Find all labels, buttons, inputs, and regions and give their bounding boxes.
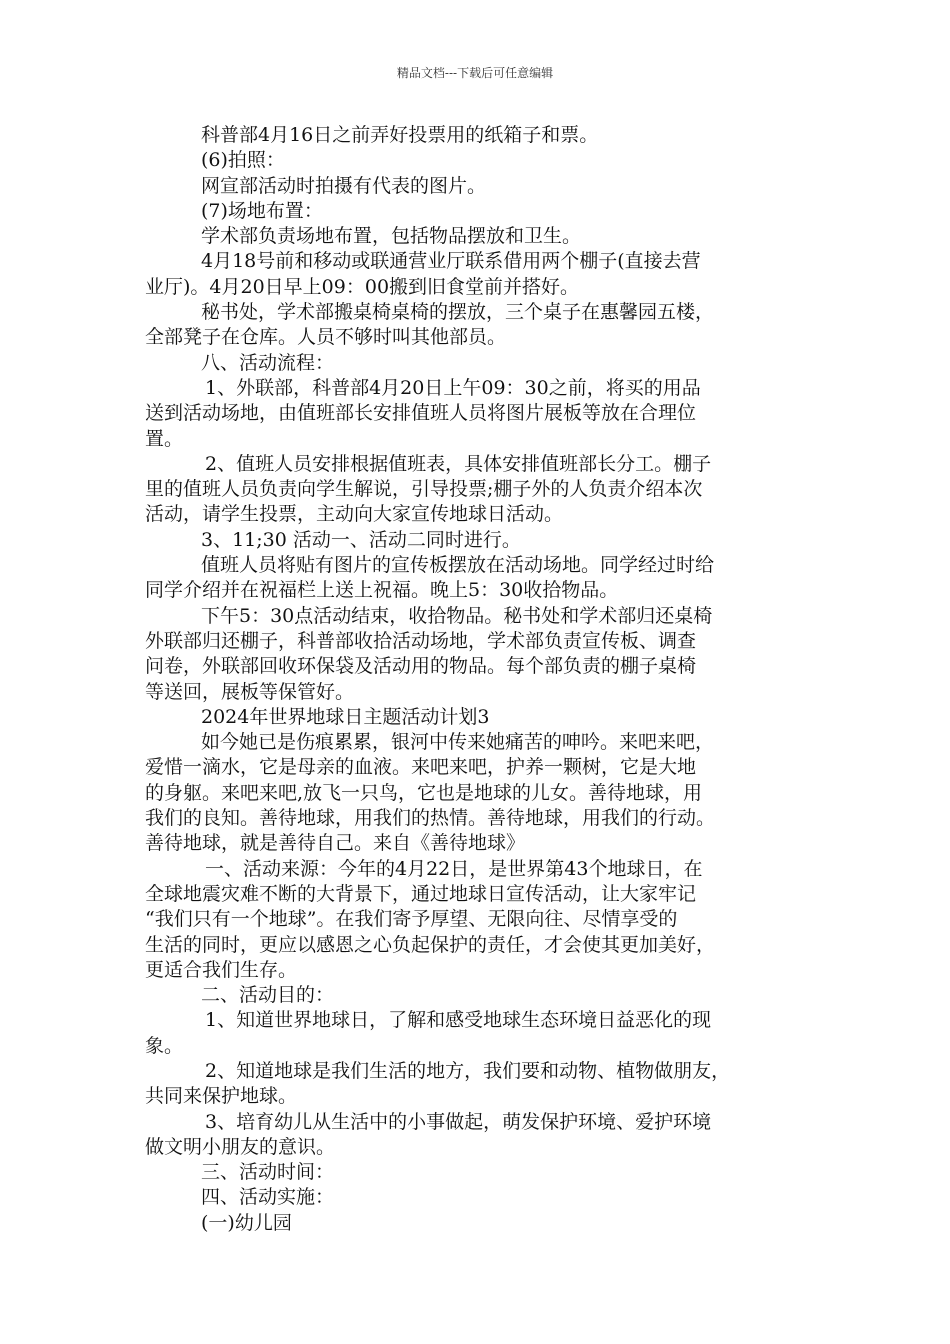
text-line: “我们只有一个地球”。在我们寄予厚望、无限向往、尽情享受的	[145, 908, 678, 931]
text-line: 爱惜一滴水，它是母亲的血液。来吧来吧，护养一颗树，它是大地	[145, 756, 697, 779]
page-header: 精品文档---下载后可任意编辑	[396, 66, 554, 80]
text-line: 的身躯。来吧来吧,放飞一只鸟，它也是地球的儿女。善待地球，用	[145, 781, 703, 804]
text-line: 2、值班人员安排根据值班表，具体安排值班部长分工。棚子	[205, 452, 712, 475]
text-line: 更适合我们生存。	[145, 958, 298, 981]
text-line: 置。	[145, 427, 184, 450]
text-line: 三、活动时间：	[201, 1161, 335, 1184]
text-line: 秘书处，学术部搬桌椅桌椅的摆放，三个桌子在惠馨园五楼，	[201, 301, 715, 324]
document-body	[145, 123, 813, 1236]
text-line: 2、知道地球是我们生活的地方，我们要和动物、植物做朋友，	[205, 1059, 731, 1082]
text-line: 网宣部活动时拍摄有代表的图片。	[201, 174, 487, 197]
text-line: 学术部负责场地布置，包括物品摆放和卫生。	[201, 225, 582, 248]
text-line: 做文明小朋友的意识。	[145, 1135, 336, 1158]
text-line: 八、活动流程：	[201, 351, 335, 374]
text-line: 二、活动目的：	[201, 984, 335, 1007]
text-line: (一)幼儿园	[201, 1211, 292, 1234]
text-line: 4月18号前和移动或联通营业厅联系借用两个棚子(直接去营	[201, 250, 701, 273]
text-line: 3、11;30 活动一、活动二同时进行。	[201, 528, 521, 551]
text-line: 生活的同时，更应以感恩之心负起保护的责任，才会使其更加美好，	[145, 933, 716, 956]
text-line: 1、外联部，科普部4月20日上午09：30之前，将买的用品	[205, 376, 701, 399]
text-line: 四、活动实施：	[201, 1186, 335, 1209]
text-line: 1、知道世界地球日，了解和感受地球生态环境日益恶化的现	[205, 1009, 712, 1032]
text-line: 等送回，展板等保管好。	[145, 680, 355, 703]
text-line: 2024年世界地球日主题活动计划3	[201, 705, 490, 728]
text-line: 善待地球，就是善待自己。来自《善待地球》	[145, 832, 526, 855]
text-line: 活动，请学生投票，主动向大家宣传地球日活动。	[145, 503, 564, 526]
text-line: 问卷，外联部回收环保袋及活动用的物品。每个部负责的棚子桌椅	[145, 655, 697, 678]
text-line: 同学介绍并在祝福栏上送上祝福。晚上5：30收拾物品。	[145, 579, 619, 602]
text-line: 下午5：30点活动结束，收拾物品。秘书处和学术部归还桌椅	[201, 604, 713, 627]
text-line: 全部凳子在仓库。人员不够时叫其他部员。	[145, 326, 507, 349]
text-line: (6)拍照：	[201, 149, 285, 172]
text-line: (7)场地布置：	[201, 199, 323, 222]
text-line: 送到活动场地，由值班部长安排值班人员将图片展板等放在合理位	[145, 402, 697, 425]
text-line: 外联部归还棚子，科普部收拾活动场地，学术部负责宣传板、调查	[145, 629, 697, 652]
text-line: 值班人员将贴有图片的宣传板摆放在活动场地。同学经过时给	[201, 554, 715, 577]
text-line: 共同来保护地球。	[145, 1085, 298, 1108]
text-line: 一、活动来源：今年的4月22日，是世界第43个地球日，在	[205, 857, 703, 880]
text-line: 业厅)。4月20日早上09：00搬到旧食堂前并搭好。	[145, 275, 580, 298]
text-line: 里的值班人员负责向学生解说，引导投票;棚子外的人负责介绍本次	[145, 478, 703, 501]
text-line: 我们的良知。善待地球，用我们的热情。善待地球，用我们的行动。	[145, 807, 716, 830]
text-line: 3、培育幼儿从生活中的小事做起，萌发保护环境、爱护环境	[205, 1110, 712, 1133]
text-line: 象。	[145, 1034, 184, 1057]
text-line: 如今她已是伤痕累累，银河中传来她痛苦的呻吟。来吧来吧，	[201, 731, 715, 754]
text-line: 全球地震灾难不断的大背景下，通过地球日宣传活动，让大家牢记	[145, 882, 697, 905]
text-line: 科普部4月16日之前弄好投票用的纸箱子和票。	[201, 124, 599, 146]
